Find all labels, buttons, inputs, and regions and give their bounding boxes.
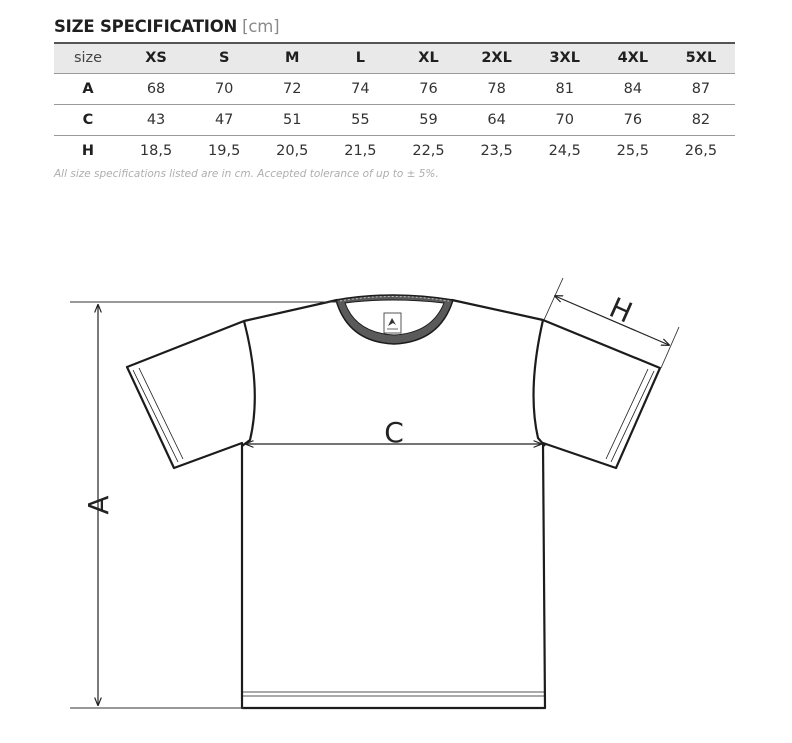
- table-cell: 81: [531, 74, 599, 105]
- row-label: H: [81, 143, 95, 159]
- table-cell: 59: [394, 105, 462, 136]
- title-unit: [cm]: [242, 17, 280, 36]
- table-cell: 20,5: [276, 143, 309, 159]
- table-cell: 72: [258, 74, 326, 105]
- table-cell: 70: [531, 105, 599, 136]
- table-cell: 51: [258, 105, 326, 136]
- label-h: H: [604, 290, 638, 330]
- table-cell: 55: [326, 105, 394, 136]
- title-text: SIZE SPECIFICATION: [54, 17, 238, 36]
- column-header: L: [326, 43, 394, 74]
- table-cell: 22,5: [412, 143, 445, 159]
- column-header: S: [190, 43, 258, 74]
- sleeve-dimension-h: [544, 278, 679, 368]
- table-cell: 21,5: [344, 143, 377, 159]
- table-cell: 70: [190, 74, 258, 105]
- table-cell: 18,5: [139, 143, 173, 159]
- column-header: M: [258, 43, 326, 74]
- column-header: 5XL: [667, 43, 735, 74]
- label-c: C: [384, 416, 404, 449]
- label-a: A: [81, 495, 115, 515]
- column-header: XS: [122, 43, 190, 74]
- table-cell: 25,5: [616, 143, 649, 159]
- length-dimension-a: [70, 302, 338, 708]
- table-cell: 19,5: [208, 143, 241, 159]
- table-cell: 76: [599, 105, 667, 136]
- table-cell: 68: [122, 74, 190, 105]
- row-label: C: [54, 105, 122, 136]
- table-cell: 47: [190, 105, 258, 136]
- table-cell: 82: [667, 105, 735, 136]
- table-cell: 87: [667, 74, 735, 105]
- tolerance-note: All size specifications listed are in cm. Accepted tolerance of up to ± 5%.: [54, 168, 439, 180]
- table-cell: 76: [394, 74, 462, 105]
- chest-dimension-c: [246, 416, 541, 449]
- row-label: A: [54, 74, 122, 105]
- table-cell: 78: [463, 74, 531, 105]
- table-cell: 74: [326, 74, 394, 105]
- column-header: XL: [394, 43, 462, 74]
- column-header: 3XL: [531, 43, 599, 74]
- table-cell: 64: [463, 105, 531, 136]
- table-cell: 23,5: [480, 143, 513, 159]
- table-cell: 24,5: [548, 143, 581, 159]
- t-shirt-outline-icon: [127, 300, 660, 708]
- column-header: 4XL: [599, 43, 667, 74]
- brand-label-icon: [384, 313, 401, 333]
- table-cell: 26,5: [684, 143, 718, 159]
- table-cell: 84: [599, 74, 667, 105]
- column-header: 2XL: [463, 43, 531, 74]
- column-header: size: [54, 43, 122, 74]
- table-cell: 43: [122, 105, 190, 136]
